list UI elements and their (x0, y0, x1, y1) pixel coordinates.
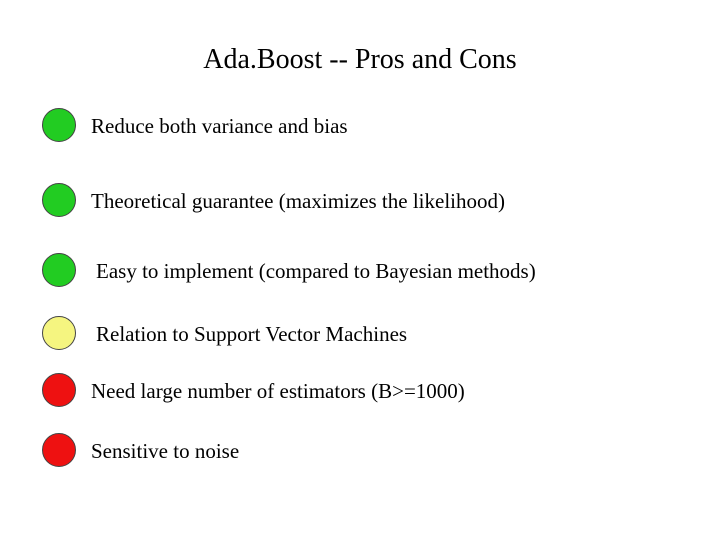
list-item-label: Sensitive to noise (91, 439, 240, 463)
list-item (0, 181, 720, 221)
status-dot-icon (42, 253, 76, 287)
status-dot-icon (42, 316, 76, 350)
status-dot-icon (42, 108, 76, 142)
list-item-label: Need large number of estimators (B>=1000) (91, 379, 465, 403)
list-item (0, 251, 720, 291)
status-dot-icon (42, 433, 76, 467)
list-item (0, 431, 720, 471)
slide-title: Ada.Boost -- Pros and Cons (203, 44, 517, 75)
list-item-label: Relation to Support Vector Machines (96, 322, 408, 346)
status-dot-icon (42, 183, 76, 217)
list-item (0, 371, 720, 411)
list-item-label: Theoretical guarantee (maximizes the likelihood) (91, 189, 505, 213)
list-item-label: Easy to implement (compared to Bayesian methods) (96, 259, 536, 283)
list-item (0, 314, 720, 354)
status-dot-icon (42, 373, 76, 407)
list-item-label: Reduce both variance and bias (91, 114, 348, 138)
list-item (0, 106, 720, 146)
